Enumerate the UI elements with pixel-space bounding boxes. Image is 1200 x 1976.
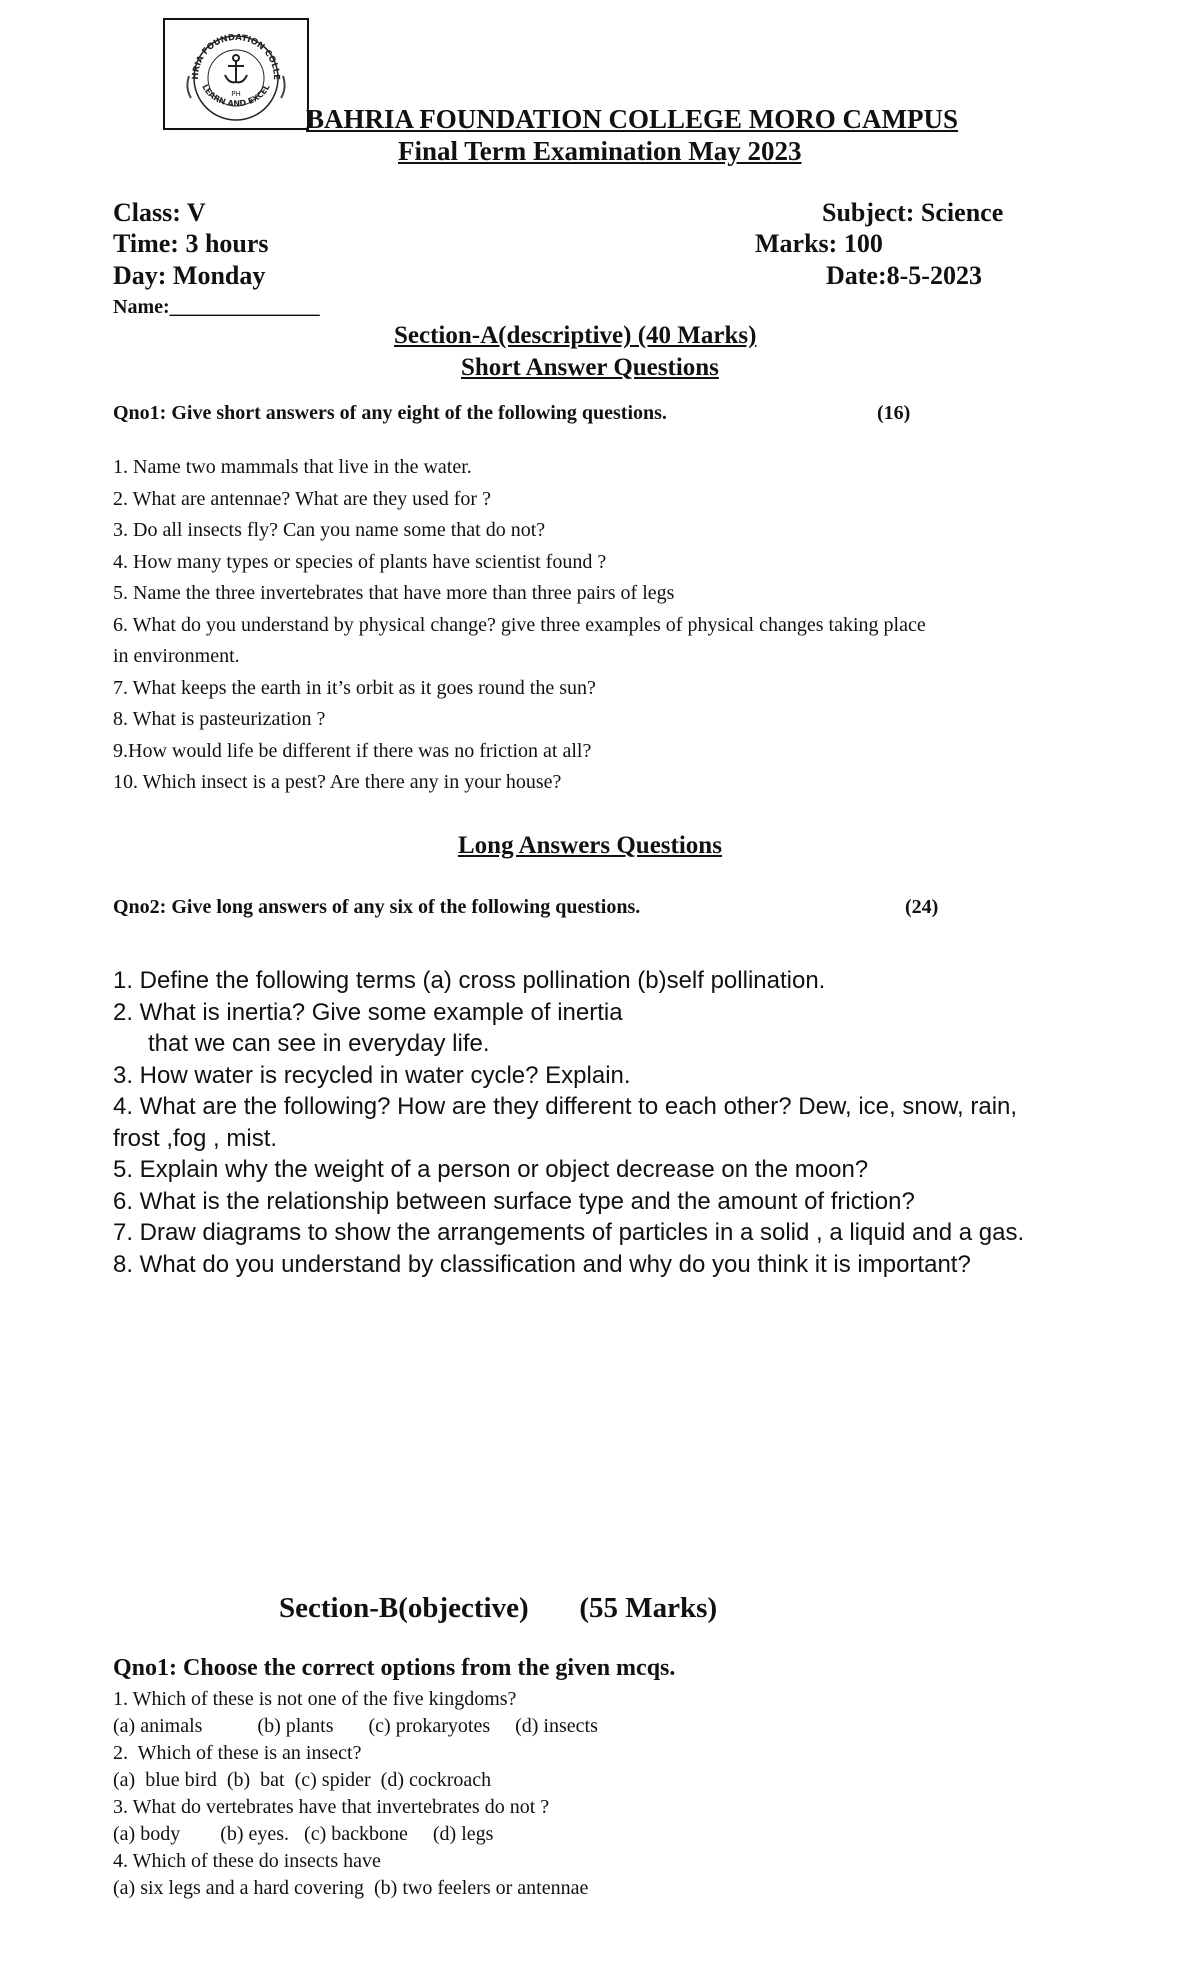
mcq-line: (a) body (b) eyes. (c) backbone (d) legs (113, 1823, 494, 1845)
mcq-line: 1. Which of these is not one of the five kingdoms? (113, 1688, 517, 1710)
section-a-title: Section-A(descriptive) (40 Marks) (394, 322, 757, 349)
short-question: 4. How many types or species of plants have scientist found ? (113, 551, 607, 573)
marks-label: Marks: 100 (755, 229, 883, 258)
q1-instruction: Qno1: Give short answers of any eight of the following questions. (113, 402, 667, 424)
mcq-line: (a) blue bird (b) bat (c) spider (d) cockroach (113, 1769, 492, 1791)
mcq-line: 2. Which of these is an insect? (113, 1742, 362, 1764)
long-question: 3. How water is recycled in water cycle? Explain. (113, 1062, 631, 1089)
anchor-icon (225, 55, 247, 82)
long-question: 5. Explain why the weight of a person or object decrease on the moon? (113, 1156, 869, 1183)
long-question: 7. Draw diagrams to show the arrangements of particles in a solid , a liquid and a gas. (113, 1219, 1025, 1246)
college-name: BAHRIA FOUNDATION COLLEGE MORO CAMPUS (306, 104, 959, 134)
short-answer-heading: Short Answer Questions (461, 354, 719, 381)
logo-motto: LEARN AND EXCEL (200, 82, 272, 109)
crest-icon (165, 20, 307, 128)
long-question: frost ,fog , mist. (113, 1125, 278, 1152)
short-question: 5. Name the three invertebrates that have more than three pairs of legs (113, 582, 675, 604)
mcq-line: (a) six legs and a hard covering (b) two feelers or antennae (113, 1877, 589, 1899)
logo-badge: PH (231, 90, 241, 98)
short-question: 8. What is pasteurization ? (113, 708, 326, 730)
long-question: that we can see in everyday life. (148, 1030, 490, 1057)
exam-title: Final Term Examination May 2023 (398, 136, 802, 166)
college-logo (163, 18, 309, 130)
short-question: 9.How would life be different if there was no friction at all? (113, 740, 592, 762)
mcq-line: (a) animals (b) plants (c) prokaryotes (d) insects (113, 1715, 598, 1737)
short-question: 1. Name two mammals that live in the water. (113, 456, 472, 478)
mcq-line: 3. What do vertebrates have that invertebrates do not ? (113, 1796, 550, 1818)
class-label: Class: V (113, 198, 206, 227)
long-question: 2. What is inertia? Give some example of inertia (113, 999, 623, 1026)
mcq-instruction: Qno1: Choose the correct options from the given mcqs. (113, 1655, 676, 1681)
short-question: in environment. (113, 645, 240, 667)
long-answer-heading: Long Answers Questions (458, 832, 722, 859)
short-question: 3. Do all insects fly? Can you name some that do not? (113, 519, 546, 541)
q2-marks: (24) (905, 896, 939, 918)
short-question: 7. What keeps the earth in it’s orbit as it goes round the sun? (113, 677, 596, 699)
q1-marks: (16) (877, 402, 911, 424)
long-question: 1. Define the following terms (a) cross pollination (b)self pollination. (113, 967, 826, 994)
name-field: Name:_______________ (113, 296, 320, 318)
time-label: Time: 3 hours (113, 229, 269, 258)
section-b-title: Section-B(objective) (55 Marks) (279, 1592, 718, 1624)
q2-instruction: Qno2: Give long answers of any six of the following questions. (113, 896, 641, 918)
date-label: Date:8-5-2023 (826, 261, 982, 290)
long-question: 6. What is the relationship between surface type and the amount of friction? (113, 1188, 915, 1215)
subject-label: Subject: Science (822, 198, 1004, 227)
short-question: 6. What do you understand by physical change? give three examples of physical changes taking place (113, 614, 926, 636)
logo-ring-text: HRIA FOUNDATION COLLE (190, 32, 282, 81)
long-question: 4. What are the following? How are they different to each other? Dew, ice, snow, rain, (113, 1093, 1018, 1120)
short-question: 10. Which insect is a pest? Are there any in your house? (113, 771, 562, 793)
long-question: 8. What do you understand by classification and why do you think it is important? (113, 1251, 971, 1278)
mcq-line: 4. Which of these do insects have (113, 1850, 381, 1872)
day-label: Day: Monday (113, 261, 266, 290)
short-question: 2. What are antennae? What are they used for ? (113, 488, 491, 510)
